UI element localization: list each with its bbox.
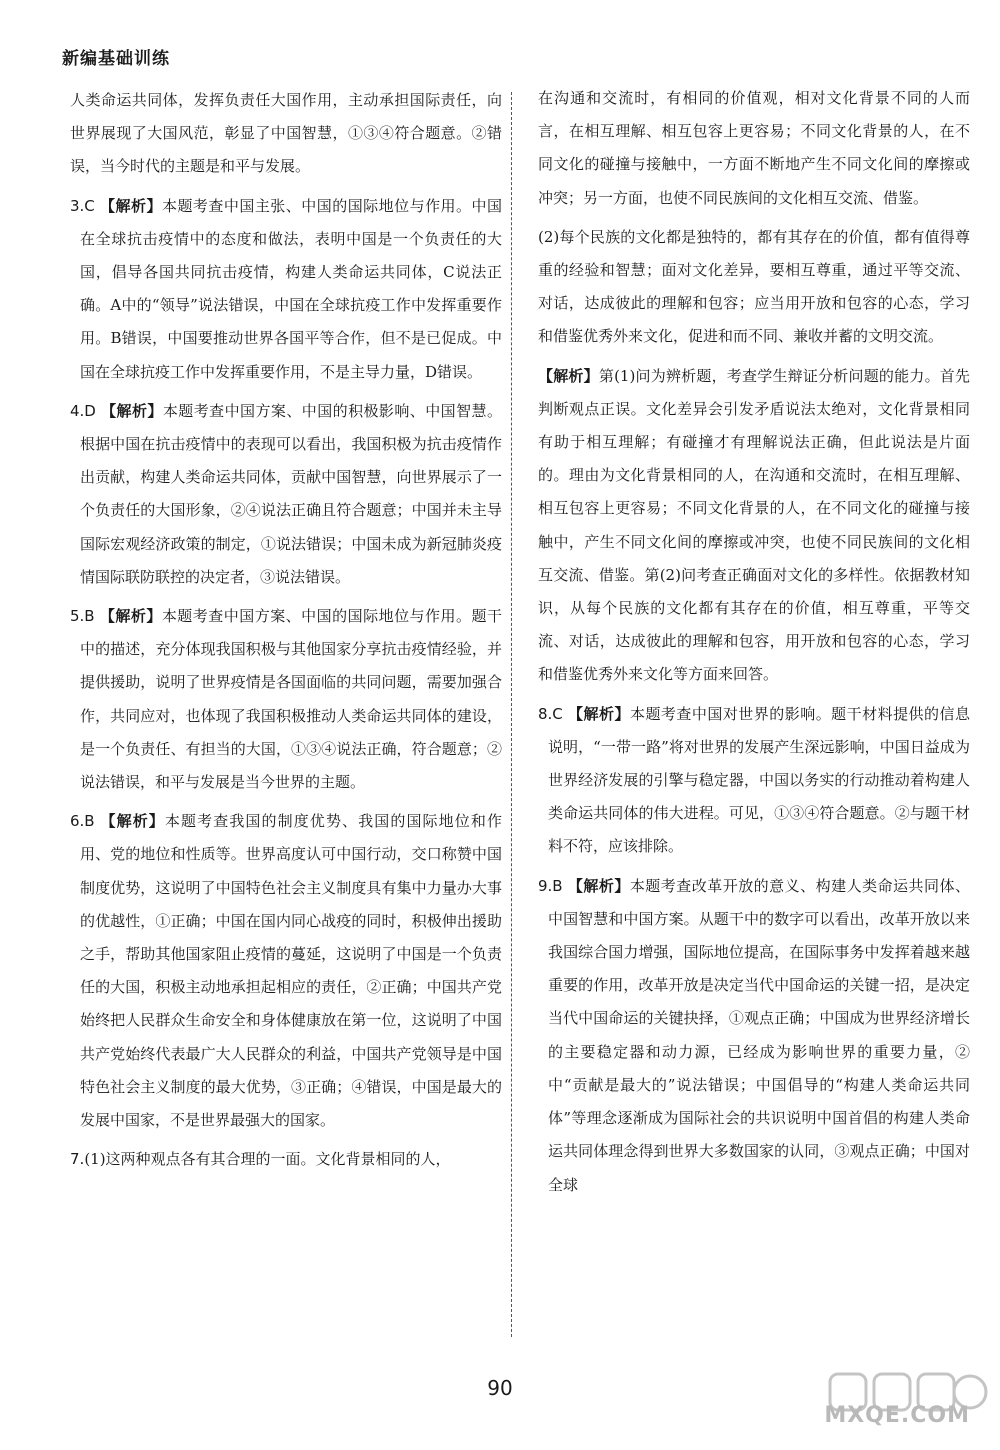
answer-text: 第(1)问为辨析题，考查学生辩证分析问题的能力。首先判断观点正误。文化差异会引发矛盾说法太绝对，文化背景相同有助于相互理解；有碰撞才有理解说法正确，但此说法是片面的。理由为文化背景相同的人，在沟通和交流时，在相互理解、相互包容上更容易；不同文化背景的人，在不同文化的碰撞与接触中，产生不同文化间的摩擦或冲突，也使不同民族间的文化相互交流、借鉴。第(2)问考查正确面对文化的多样性。依据教材知识，从每个民族的文化都有其存在的价值，相互尊重，平等交流、对话，达成彼此的理解和包容，用开放和包容的心态，学习和借鉴优秀外来文化等方面来回答。 xyxy=(538,366,970,684)
watermark xyxy=(822,1368,992,1438)
analysis-tag: 【解析】 xyxy=(567,876,630,895)
answer-item xyxy=(70,395,502,594)
answer-item xyxy=(70,1143,502,1176)
answer-number: 9.B xyxy=(538,876,563,895)
column-divider xyxy=(511,92,512,1337)
answer-item xyxy=(70,600,502,799)
answer-text: 本题考查中国主张、中国的国际地位与作用。中国在全球抗击疫情中的态度和做法，表明中国是一个负责任的大国，倡导各国共同抗击疫情，构建人类命运共同体，C说法正确。A中的“领导”说法错误，中国在全球抗疫工作中发挥重要作用。B错误，中国要推动世界各国平等合作，但不是已促成。中国在全球抗疫工作中发挥重要作用，不是主导力量，D错误。 xyxy=(80,196,502,381)
answer-item xyxy=(70,805,502,1137)
answer-text: 本题考查改革开放的意义、构建人类命运共同体、中国智慧和中国方案。从题干中的数字可以看出，改革开放以来我国综合国力增强，国际地位提高，在国际事务中发挥着越来越重要的作用，改革开放是决定当代中国命运的关键一招，是决定当代中国命运的关键抉择，①观点正确；中国成为世界经济增长的主要稳定器和动力源，已经成为影响世界的重要力量，②中“贡献是最大的”说法错误；中国倡导的“构建人类命运共同体”等理念逐渐成为国际社会的共识说明中国首倡的构建人类命运共同体理念得到世界大多数国家的认同，③观点正确；中国对全球 xyxy=(548,876,970,1194)
answer-item xyxy=(70,190,502,389)
analysis-paragraph xyxy=(538,360,970,692)
analysis-tag: 【解析】 xyxy=(538,366,599,385)
analysis-tag: 【解析】 xyxy=(99,607,162,626)
answer-number: 4.D xyxy=(70,401,96,420)
answer-number: 5.B xyxy=(70,607,95,626)
answer-item xyxy=(70,84,502,184)
analysis-tag: 【解析】 xyxy=(100,196,162,215)
watermark-text: MXQE.COM xyxy=(824,1403,970,1428)
answer-text: 本题考查我国的制度优势、我国的国际地位和作用、党的地位和性质等。世界高度认可中国行动，交口称赞中国制度优势，这说明了中国特色社会主义制度具有集中力量办大事的优越性，①正确；中国在国内同心战疫的同时，积极伸出援助之手，帮助其他国家阻止疫情的蔓延，这说明了中国是一个负责任的大国，积极主动地承担起相应的责任，②正确；中国共产党始终把人民群众生命安全和身体健康放在第一位，这说明了中国共产党始终代表最广大人民群众的利益，中国共产党领导是中国特色社会主义制度的最大优势，③正确；④错误，中国是最大的发展中国家，不是世界最强大的国家。 xyxy=(80,812,502,1130)
answer-number: 6.B xyxy=(70,812,95,831)
answer-paragraph: (2)每个民族的文化都是独特的，都有其存在的价值，都有值得尊重的经验和智慧；面对文化差异，要相互尊重，通过平等交流、对话，达成彼此的理解和包容；应当用开放和包容的心态，学习和借鉴优秀外来文化，促进和而不同、兼收并蓄的文明交流。 xyxy=(538,227,970,346)
answer-item xyxy=(538,698,970,864)
analysis-tag: 【解析】 xyxy=(568,704,630,723)
right-column xyxy=(538,82,970,1208)
answer-text: (1)这两种观点各有其合理的一面。文化背景相同的人， xyxy=(84,1150,451,1169)
answer-item xyxy=(538,870,970,1202)
analysis-tag: 【解析】 xyxy=(100,812,165,831)
left-column xyxy=(70,84,502,1183)
answer-paragraph: 在沟通和交流时，有相同的价值观，相对文化背景不同的人而言，在相互理解、相互包容上更容易；不同文化背景的人，在不同文化的碰撞与接触中，一方面不断地产生不同文化间的摩擦或冲突；另一方面，也使不同民族间的文化相互交流、借鉴。 xyxy=(538,89,970,207)
answer-text: 本题考查中国对世界的影响。题干材料提供的信息说明，“一带一路”将对世界的发展产生深远影响，中国日益成为世界经济发展的引擎与稳定器，中国以务实的行动推动着构建人类命运共同体的伟大进程。可见，①③④符合题意。②与题干材料不符，应该排除。 xyxy=(548,704,970,856)
answer-number: 3.C xyxy=(70,196,95,215)
answer-text: 人类命运共同体，发挥负责任大国作用，主动承担国际责任，向世界展现了大国风范，彰显了中国智慧，①③④符合题意。②错误，当今时代的主题是和平与发展。 xyxy=(70,91,502,176)
answer-text: 本题考查中国方案、中国的国际地位与作用。题干中的描述，充分体现我国积极与其他国家分享抗击疫情经验，并提供援助，说明了世界疫情是各国面临的共同问题，需要加强合作，共同应对，也体现了我国积极推动人类命运共同体的建设，是一个负责任、有担当的大国，①③④说法正确，符合题意；②说法错误，和平与发展是当今世界的主题。 xyxy=(80,607,502,792)
analysis-tag: 【解析】 xyxy=(101,401,163,420)
answer-text: 本题考查中国方案、中国的积极影响、中国智慧。根据中国在抗击疫情中的表现可以看出，我国积极为抗击疫情作出贡献，构建人类命运共同体，贡献中国智慧，向世界展示了一个负责任的大国形象，②④说法正确且符合题意；中国并未主导国际宏观经济政策的制定，①说法错误；中国未成为新冠肺炎疫情国际联防联控的决定者，③说法错误。 xyxy=(80,401,502,586)
answer-number: 8.C xyxy=(538,704,563,723)
book-title: 新编基础训练 xyxy=(62,49,170,69)
answer-number: 7. xyxy=(70,1150,85,1169)
page-number: 90 xyxy=(487,1376,513,1400)
